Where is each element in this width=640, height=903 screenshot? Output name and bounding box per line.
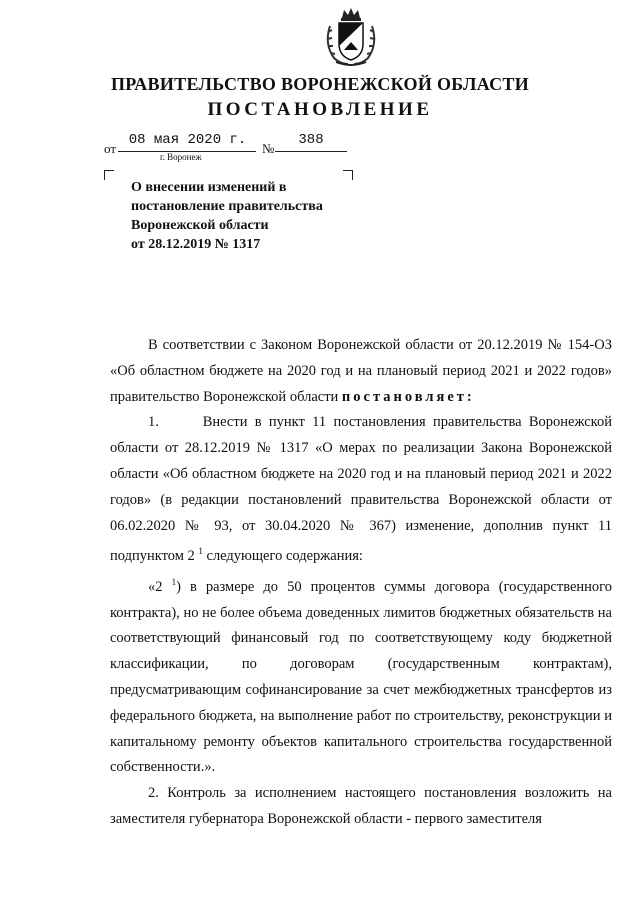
quote-start: «2 [148, 578, 163, 595]
document-date: 08 мая 2020 г. [128, 132, 247, 148]
resolves-keyword: постановляет: [341, 388, 475, 405]
subject-line: от 28.12.2019 № 1317 [131, 237, 261, 252]
paragraph-preamble [110, 333, 612, 410]
subject-bracket-left [104, 170, 114, 180]
subject-line: Воронежской области [131, 218, 269, 233]
number-underline [275, 151, 347, 152]
city-name: г. Воронеж [160, 152, 202, 162]
number-label: № [262, 141, 275, 156]
item-1-text: Внести в пункт 11 постановления правительства Воронежской области от 28.12.2019 № 1317 «О мерах по реализации Закона Воронежской области «Об областном бюджете на 2020 год и на плановый период 2021 и 2022 годов» (в редакции постановлений правительства Воронежской области от 06.02.2020 № 93, от 30.04.2020 № 367) изменение, дополнив пункт 11 подпунктом 2 [110, 414, 612, 565]
superscript: 1 [171, 577, 177, 587]
preamble-text: В соответствии с Законом Воронежской области от 20.12.2019 № 154-ОЗ «Об областном бюджете на 2020 год и на плановый период 2021 и 2022 годов» правительство Воронежской области [110, 337, 612, 405]
subject-line: постановление правительства [131, 199, 323, 214]
item-2-text: 2. Контроль за исполнением настоящего постановления возложить на заместителя губернатора Воронежской области - первого заместителя [110, 785, 612, 827]
paragraph-item-2 [110, 781, 612, 833]
quote-text: ) в размере до 50 процентов суммы договора (государственного контракта), но не более объема доведенных лимитов бюджетных обязательств на соответствующий финансовый год по соответствующему коду бюджетной классификации, по договорам (государственным контрактам), предусматривающим софинансирование за счет межбюджетных трансфертов из федерального бюджета, на выполнение работ по строительству, реконструкции и капитальному ремонту объектов капитального строительства государственной собственности.». [110, 578, 613, 776]
superscript: 1 [198, 546, 203, 557]
date-label: от [104, 141, 117, 156]
paragraph-quote [110, 570, 612, 781]
government-name: ПРАВИТЕЛЬСТВО ВОРОНЕЖСКОЙ ОБЛАСТИ [110, 74, 530, 94]
coat-of-arms-emblem [322, 6, 380, 68]
paragraph-item-1 [110, 410, 612, 570]
item-number: 1. [148, 414, 159, 431]
item-1-end: следующего содержания: [206, 548, 363, 565]
document-number: 388 [298, 132, 324, 148]
document-type: ПОСТАНОВЛЕНИЕ [207, 99, 433, 120]
subject-line: О внесении изменений в [131, 180, 287, 195]
document-subject [131, 178, 351, 254]
document-body [110, 333, 612, 833]
